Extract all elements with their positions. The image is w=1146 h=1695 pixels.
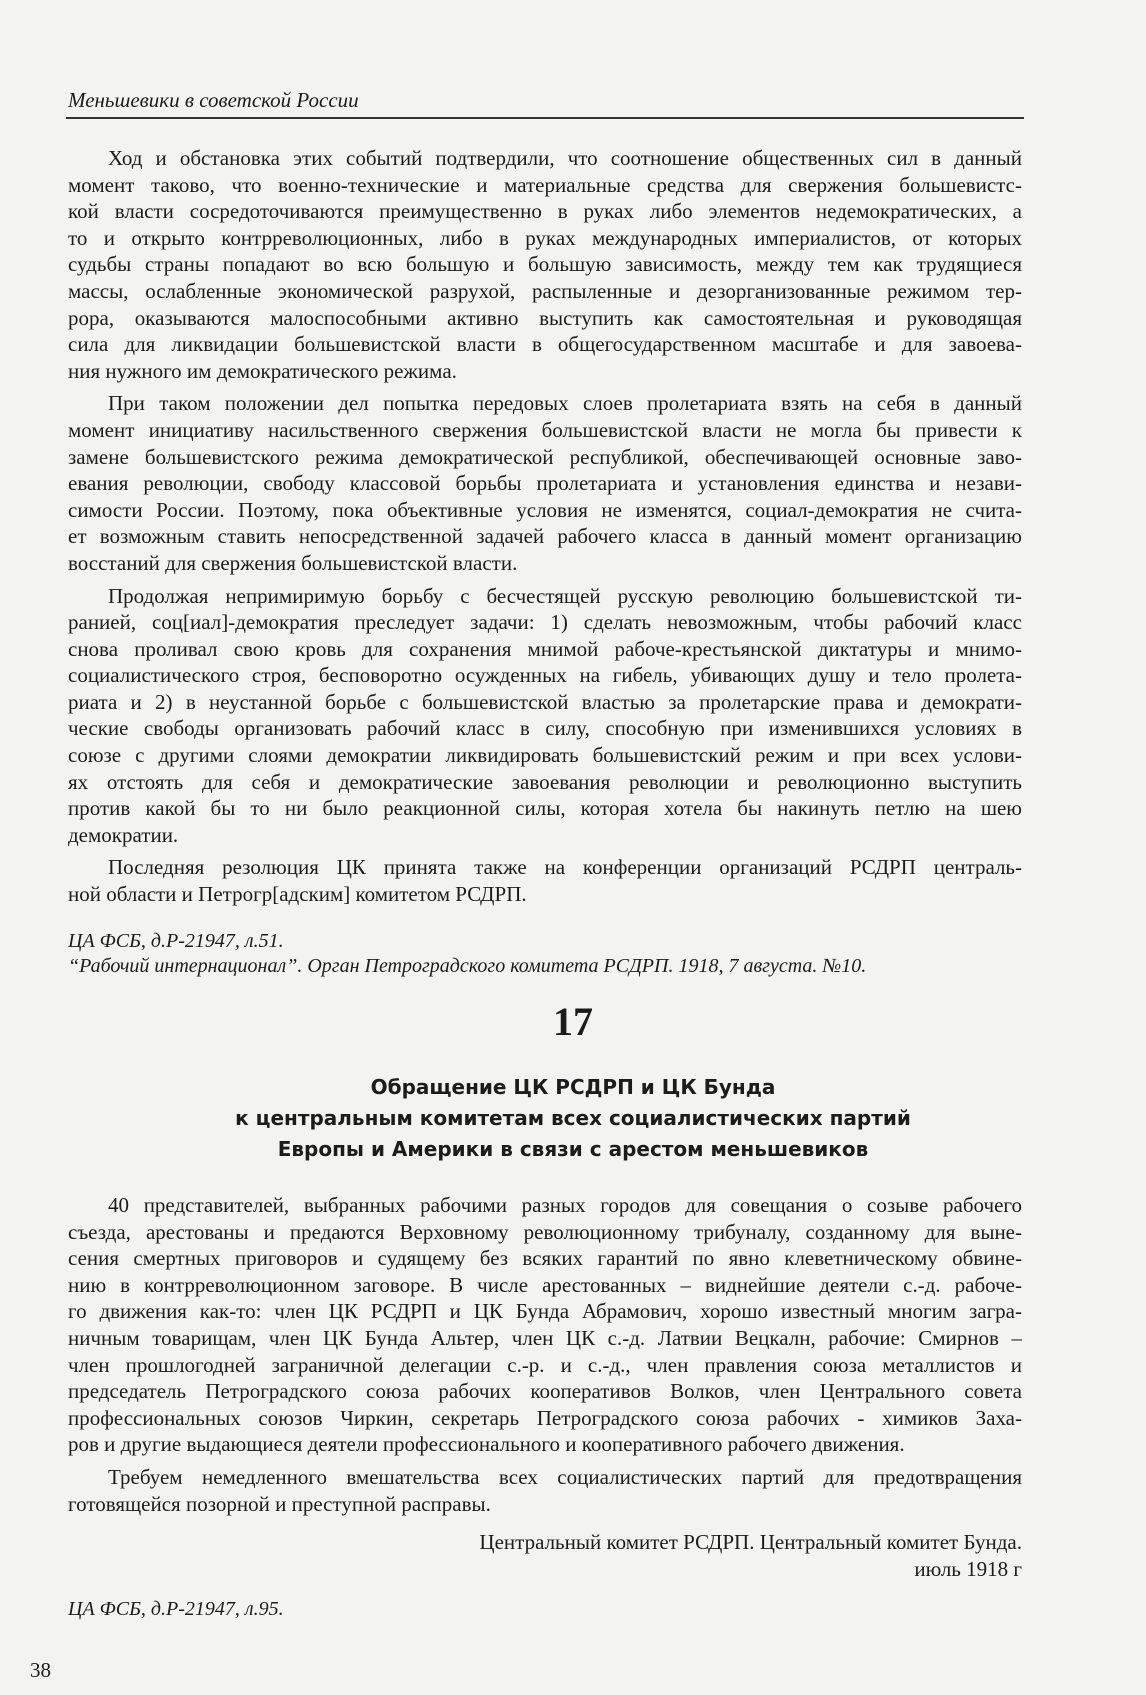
text-line: демократии. [68,822,179,847]
text-line: профессиональных союзов Чиркин, секретарь Петроградского союза рабочих - химиков Заха- [68,1405,1022,1430]
text-line: момент таково, что военно-технические и материальные средства для свержения большевистс- [68,172,1022,197]
text-line: союзе с другими слоями демократии ликвидировать большевистский режим и при всех услови- [68,743,1022,768]
text-line: го движения как-то: член ЦК РСДРП и ЦК Бунда Абрамович, хорошо известный многим загра- [68,1299,1022,1324]
paragraph [68,1464,1022,1517]
text-line: При таком положении дел попытка передовых слоев пролетариата взять на себя в данный [108,391,1022,416]
text-line: момент инициативу насильственного свержения большевистской власти не могла бы привести к [68,417,1022,442]
text-line: социалистического строя, бесповоротно осужденных на гибель, убивающих душу и тело пролета- [68,663,1022,688]
body-text-bottom [68,1192,1022,1517]
text-line: председатель Петроградского союза рабочих кооперативов Волков, член Центрального совета [68,1379,1022,1404]
text-line: Продолжая непримиримую борьбу с бесчестящей русскую революцию большевистской ти- [108,583,1022,608]
document-number: 17 [553,999,593,1044]
running-header: Меньшевики в советской России [68,88,359,112]
source-citation: “Рабочий интернационал”. Орган Петроградского комитета РСДРП. 1918, 7 августа. №10. [68,955,867,977]
text-line: ях отстоять для себя и демократические завоевания революции и революционно выступить [68,769,1022,794]
text-line: судьбы страны попадают во всю большую и большую зависимость, между тем как трудящиеся [68,252,1022,277]
document-title [0,1072,1146,1165]
text-line: сения смертных приговоров и судящему без всяких гарантий по явно клеветническому обвине- [68,1246,1022,1271]
paragraph [68,854,1022,907]
text-line: сила для ликвидации большевистской власти в общегосударственном масштабе и для завоева- [68,332,1022,357]
text-line: член прошлогодней заграничной делегации с.-р. и с.-д., член правления союза металлистов и [68,1352,1022,1377]
text-line: съезда, арестованы и предаются Верховному революционному трибуналу, созданному для выне- [68,1219,1022,1244]
body-text-top [68,145,1022,908]
title-line: Европы и Америки в связи с арестом меньшевиков [277,1137,869,1161]
text-line: готовящейся позорной и преступной расправы. [68,1491,491,1516]
text-line: ния нужного им демократического режима. [68,358,457,383]
text-line: ничным товарищам, член ЦК Бунда Альтер, член ЦК с.-д. Латвии Вецкалн, рабочие: Смирнов – [68,1325,1022,1350]
text-line: восстаний для свержения большевистской власти. [68,550,518,575]
text-line: симости России. Поэтому, пока объективные условия не изменятся, социал-демократия не счита- [68,497,1022,522]
text-line: кой власти сосредоточиваются преимущественно в руках либо элементов недемократических, а [68,199,1022,224]
text-line: замене большевистского режима демократической республикой, обеспечивающей основные заво- [68,444,1022,469]
archive-citation-2: ЦА ФСБ, д.Р-21947, л.95. [68,1598,284,1620]
text-line: массы, ослабленные экономической разрухой, распыленные и дезорганизованные режимом тер- [68,278,1022,303]
text-line: риата и 2) в неустанной борьбе с большевистской властью за пролетарские права и демократи- [68,689,1022,714]
text-line: Требуем немедленного вмешательства всех социалистических партий для предотвращения [108,1464,1022,1489]
paragraph [68,1192,1022,1458]
paragraph [68,145,1022,384]
text-line: ной области и Петрогр[адским] комитетом РСДРП. [68,882,527,907]
text-line: ческие свободы организовать рабочий класс в силу, способную при изменившихся условиях в [68,716,1022,741]
text-line: ет возможным ставить непосредственной задачей рабочего класса в данный момент организацию [68,524,1022,549]
date: июль 1918 г [914,1557,1022,1581]
title-line: Обращение ЦК РСДРП и ЦК Бунда [370,1075,776,1099]
text-line: рора, оказываются малоспособными активно выступить как самостоятельная и руководящая [68,305,1022,330]
paragraph [68,390,1022,576]
header-rule [66,117,1024,119]
text-line: снова проливал свою кровь для сохранения мнимой рабоче-крестьянской диктатуры и мнимо- [68,636,1022,661]
title-line: к центральным комитетам всех социалистических партий [235,1106,911,1130]
text-line: евания революции, свободу классовой борьбы пролетариата и установления единства и незави- [68,471,1022,496]
text-line: нию в контрреволюционном заговоре. В числе арестованных – виднейшие деятели с.-д. рабоче- [68,1272,1022,1297]
text-line: Ход и обстановка этих событий подтвердили, что соотношение общественных сил в данный [108,146,1022,170]
signature: Центральный комитет РСДРП. Центральный комитет Бунда. [479,1530,1022,1554]
page-number: 38 [30,1658,51,1682]
signature-block [68,1529,1022,1583]
text-line: Последняя резолюция ЦК принята также на конференции организаций РСДРП централь- [108,855,1022,880]
text-line: против какой бы то ни было реакционной силы, которая хотела бы накинуть петлю на шею [68,796,1022,821]
paragraph [68,583,1022,849]
text-line: ранией, соц[иал]-демократия преследует задачи: 1) сделать невозможным, чтобы рабочий класс [68,610,1022,635]
text-line: ров и другие выдающиеся деятели профессионального и кооперативного рабочего движения. [68,1432,905,1457]
text-line: то и открыто контрреволюционных, либо в руках международных империалистов, от которых [68,225,1022,250]
text-line: 40 представителей, выбранных рабочими разных городов для совещания о созыве рабочего [108,1193,1022,1217]
archive-citation: ЦА ФСБ, д.Р-21947, л.51. [68,930,284,952]
